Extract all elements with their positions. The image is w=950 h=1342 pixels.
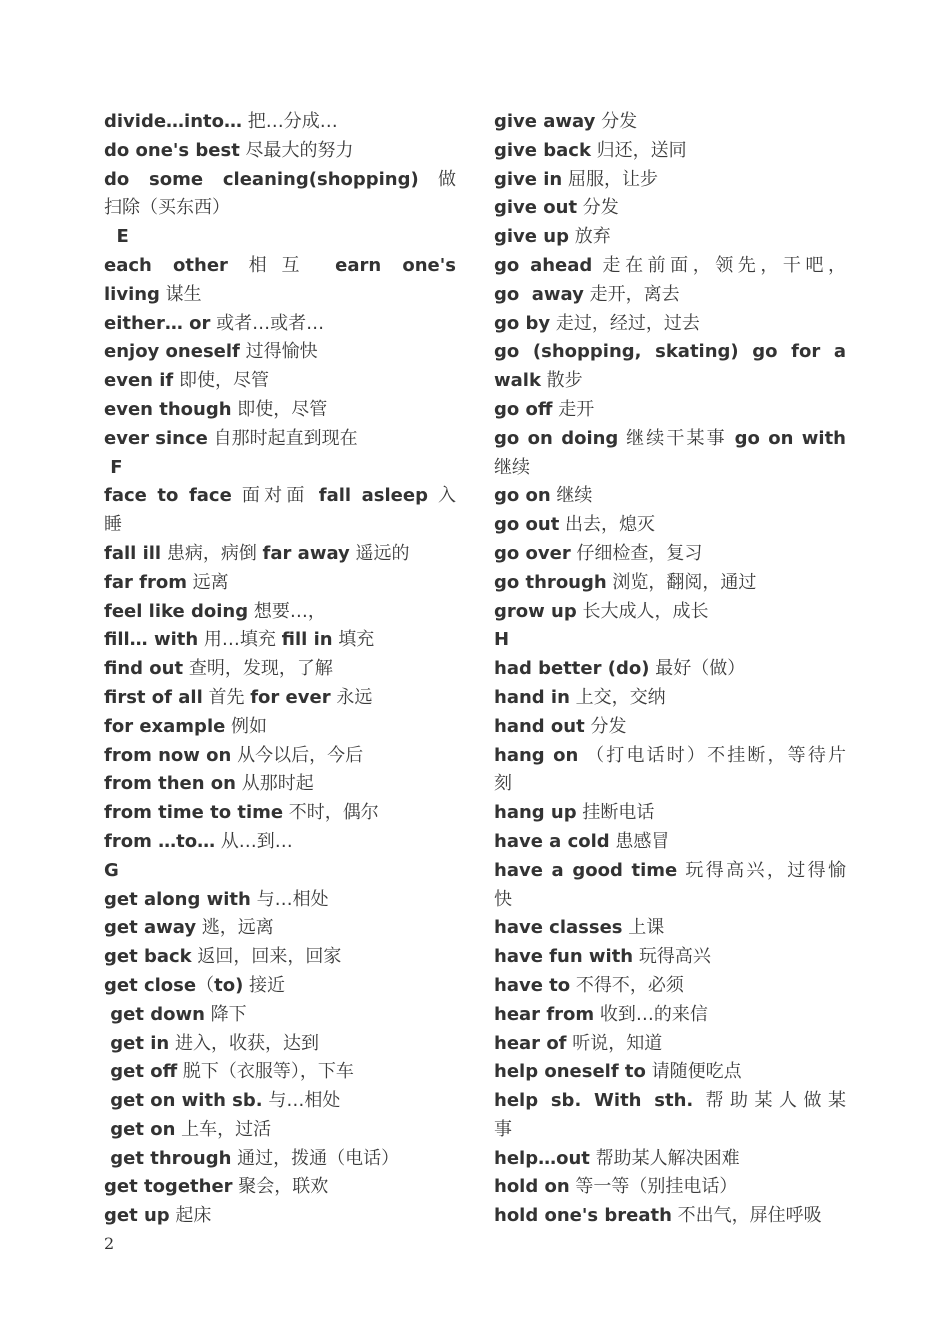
chinese-meaning: 出去，熄灭: [559, 514, 656, 536]
chinese-meaning: 扫除（买东西）: [104, 197, 230, 219]
english-phrase: fall ill: [104, 542, 162, 564]
english-phrase: give in: [494, 168, 563, 190]
phrase-line: [494, 1173, 846, 1202]
english-phrase: hear from: [494, 1003, 595, 1025]
chinese-meaning: 请随便吃点: [645, 1061, 742, 1083]
english-phrase: each other: [104, 254, 228, 276]
english-phrase: divide…into…: [104, 111, 243, 132]
phrase-line: [494, 223, 846, 252]
english-phrase: ever since: [104, 427, 208, 449]
phrase-line: [494, 742, 846, 771]
chinese-meaning: 刻: [494, 773, 512, 795]
chinese-meaning: 查明，发现，了解: [183, 658, 333, 680]
phrase-line: [104, 799, 456, 828]
phrase-line: [494, 367, 846, 396]
phrase-line: [104, 454, 456, 483]
english-phrase: hear of: [494, 1032, 567, 1054]
chinese-meaning: 走过，经过，过去: [550, 312, 700, 334]
english-phrase: have a cold: [494, 830, 610, 852]
chinese-meaning: 继续: [550, 485, 593, 507]
chinese-meaning: 聚会，联欢: [232, 1176, 329, 1198]
chinese-meaning: 做: [418, 168, 456, 190]
english-phrase: walk: [494, 370, 541, 392]
phrase-line: [104, 511, 456, 540]
phrase-line: [494, 338, 846, 367]
chinese-meaning: （打电话时）不挂断，等待片: [578, 744, 846, 766]
phrase-line: [104, 1202, 456, 1231]
phrase-line: [104, 108, 456, 137]
phrase-line: [494, 828, 846, 857]
english-phrase: do one's best: [104, 139, 240, 161]
english-phrase: help…out: [494, 1147, 590, 1169]
english-phrase: hold on: [494, 1176, 570, 1198]
chinese-meaning: 从那时起: [236, 773, 314, 795]
phrase-line: [104, 770, 456, 799]
phrase-line: [494, 684, 846, 713]
english-phrase: from now on: [104, 744, 232, 766]
chinese-meaning: 自那时起直到现在: [207, 427, 358, 449]
chinese-meaning: 收到…的来信: [594, 1003, 708, 1025]
english-phrase: even if: [104, 370, 174, 392]
chinese-meaning: 听说，知道: [566, 1032, 663, 1054]
english-phrase: for ever: [250, 686, 331, 708]
chinese-meaning: 浏览，翻阅，通过: [606, 571, 757, 593]
phrase-line: [494, 799, 846, 828]
english-phrase: earn one's: [335, 254, 456, 276]
phrase-line: [104, 425, 456, 454]
phrase-line: [494, 713, 846, 742]
phrase-line: [494, 396, 846, 425]
chinese-meaning: 远离: [186, 571, 229, 593]
phrase-line: [104, 684, 456, 713]
chinese-meaning: 长大成人，成长: [576, 600, 709, 622]
phrase-line: [104, 166, 456, 195]
chinese-meaning: 患感冒: [609, 830, 670, 852]
english-phrase: from …to…: [104, 830, 216, 852]
english-phrase: get on with sb.: [104, 1090, 263, 1112]
phrase-line: [494, 194, 846, 223]
phrase-line: [104, 1145, 456, 1174]
chinese-meaning: 上交，交纳: [569, 686, 666, 708]
english-phrase: fill in: [281, 629, 333, 651]
chinese-meaning: 首先: [202, 686, 251, 708]
chinese-meaning: 挂断电话: [576, 802, 655, 824]
phrase-line: [104, 626, 456, 655]
english-phrase: get off: [104, 1061, 178, 1083]
english-phrase: give up: [494, 226, 569, 248]
english-phrase: get in: [104, 1032, 170, 1054]
english-phrase: go on: [494, 485, 551, 507]
english-phrase: F: [104, 456, 123, 478]
english-phrase: hang on: [494, 744, 579, 766]
chinese-meaning: 玩得高兴: [633, 946, 711, 968]
chinese-meaning: 遥远的: [349, 542, 410, 564]
phrase-line: [104, 540, 456, 569]
english-phrase: go on with: [734, 427, 846, 449]
phrase-line: [494, 857, 846, 886]
phrase-line: [104, 857, 456, 886]
english-phrase: have fun with: [494, 946, 634, 968]
chinese-meaning: 即使，尽管: [173, 370, 269, 392]
english-phrase: get back: [104, 946, 192, 968]
chinese-meaning: 帮助某人解决困难: [589, 1147, 740, 1169]
english-phrase: go off: [494, 398, 553, 420]
english-phrase: get together: [104, 1176, 233, 1198]
english-phrase: give out: [494, 197, 578, 219]
right-column: [494, 108, 846, 1231]
english-phrase: help oneself to: [494, 1061, 646, 1083]
phrase-line: [494, 137, 846, 166]
chinese-meaning: 尽最大的努力: [239, 139, 354, 161]
english-phrase: have classes: [494, 917, 623, 939]
english-phrase: go over: [494, 542, 571, 564]
chinese-meaning: 玩得高兴，过得愉: [677, 859, 846, 881]
phrase-line: [104, 943, 456, 972]
page-number: 2: [104, 1234, 115, 1253]
english-phrase: go away: [494, 283, 584, 305]
phrase-line: [104, 310, 456, 339]
chinese-meaning: 即使，尽管: [231, 398, 328, 420]
chinese-meaning: 例如: [225, 715, 268, 737]
chinese-meaning: 分发: [584, 715, 627, 737]
phrase-line: [494, 511, 846, 540]
phrase-line: [494, 1030, 846, 1059]
phrase-line: [104, 914, 456, 943]
chinese-meaning: 起床: [169, 1205, 212, 1227]
phrase-line: [494, 1087, 846, 1116]
phrase-line: [104, 1001, 456, 1030]
chinese-meaning: 归还，送同: [590, 139, 687, 161]
chinese-meaning: 不出气，屏住呼吸: [671, 1205, 822, 1227]
phrase-line: [494, 598, 846, 627]
chinese-meaning: 或者…或者…: [210, 312, 325, 334]
phrase-line: [104, 1058, 456, 1087]
chinese-meaning: 不时，偶尔: [283, 802, 379, 824]
phrase-line: [494, 770, 846, 799]
english-phrase: to): [214, 974, 244, 996]
english-phrase: get close: [104, 974, 197, 996]
phrase-line: [104, 137, 456, 166]
chinese-meaning: 谋生: [159, 283, 202, 305]
chinese-meaning: 分发: [595, 111, 638, 132]
chinese-meaning: 快: [494, 888, 512, 910]
phrase-line: [104, 828, 456, 857]
chinese-meaning: 继续: [494, 456, 530, 478]
english-phrase: go (shopping, skating) go for a: [494, 341, 846, 363]
phrase-line: [104, 338, 456, 367]
chinese-meaning: 降下: [204, 1003, 247, 1025]
phrase-line: [104, 367, 456, 396]
phrase-line: [104, 223, 456, 252]
english-phrase: get along with: [104, 888, 251, 910]
english-phrase: hand out: [494, 715, 585, 737]
english-phrase: far away: [262, 542, 350, 564]
phrase-line: [494, 281, 846, 310]
phrase-line: [104, 281, 456, 310]
chinese-meaning: 散步: [540, 370, 583, 392]
phrase-line: [104, 742, 456, 771]
chinese-meaning: 走开，离去: [583, 283, 680, 305]
english-phrase: have a good time: [494, 859, 678, 881]
chinese-meaning: 仔细检查，复习: [570, 542, 703, 564]
english-phrase: help sb. With sth.: [494, 1090, 694, 1112]
chinese-meaning: 继续干某事: [618, 427, 735, 449]
chinese-meaning: 等一等（别挂电话）: [569, 1176, 738, 1198]
chinese-meaning: 用…填充: [198, 629, 282, 651]
chinese-meaning: 脱下（衣服等），下车: [177, 1061, 354, 1083]
phrase-line: [494, 540, 846, 569]
phrase-line: [494, 252, 846, 281]
chinese-meaning: （: [196, 974, 215, 996]
phrase-line: [494, 108, 846, 137]
english-phrase: give back: [494, 139, 591, 161]
chinese-meaning: 进入，收获，达到: [169, 1032, 319, 1054]
english-phrase: face to face: [104, 485, 232, 507]
english-phrase: hand in: [494, 686, 570, 708]
chinese-meaning: 过得愉快: [239, 341, 318, 363]
phrase-line: [494, 425, 846, 454]
phrase-line: [494, 1116, 846, 1145]
chinese-meaning: 逃，远离: [196, 917, 274, 939]
english-phrase: E: [104, 226, 129, 248]
phrase-line: [494, 1001, 846, 1030]
chinese-meaning: 放弃: [568, 226, 611, 248]
english-phrase: G: [104, 859, 119, 881]
phrase-line: [104, 1173, 456, 1202]
chinese-meaning: 上课: [622, 917, 665, 939]
phrase-line: [494, 1145, 846, 1174]
english-phrase: enjoy oneself: [104, 341, 240, 363]
chinese-meaning: 不得不，必须: [570, 974, 684, 996]
english-phrase: H: [494, 629, 510, 651]
chinese-meaning: 事: [494, 1118, 512, 1140]
english-phrase: go ahead: [494, 254, 593, 276]
english-phrase: go through: [494, 571, 607, 593]
phrase-line: [104, 972, 456, 1001]
phrase-line: [104, 396, 456, 425]
phrase-line: [494, 886, 846, 915]
english-phrase: even though: [104, 398, 232, 420]
chinese-meaning: 把…分成…: [242, 111, 338, 132]
english-phrase: from then on: [104, 773, 236, 795]
english-phrase: either… or: [104, 312, 211, 334]
english-phrase: from time to time: [104, 802, 284, 824]
phrase-line: [104, 252, 456, 281]
english-phrase: first of all: [104, 686, 203, 708]
phrase-line: [104, 598, 456, 627]
chinese-meaning: 填充: [332, 629, 375, 651]
english-phrase: grow up: [494, 600, 577, 622]
english-phrase: give away: [494, 111, 596, 132]
phrase-line: [494, 482, 846, 511]
chinese-meaning: 睡: [104, 514, 122, 536]
english-phrase: fill… with: [104, 629, 199, 651]
english-phrase: get away: [104, 917, 197, 939]
phrase-line: [104, 569, 456, 598]
english-phrase: do some cleaning(shopping): [104, 168, 419, 190]
phrase-line: [494, 943, 846, 972]
english-phrase: get up: [104, 1205, 170, 1227]
phrase-line: [104, 482, 456, 511]
chinese-meaning: 上车，过活: [175, 1118, 272, 1140]
chinese-meaning: 永远: [330, 686, 373, 708]
phrase-line: [494, 972, 846, 1001]
english-phrase: hang up: [494, 802, 577, 824]
chinese-meaning: 与…相处: [250, 888, 329, 910]
phrase-line: [104, 655, 456, 684]
chinese-meaning: 入: [427, 485, 456, 507]
english-phrase: find out: [104, 658, 184, 680]
english-phrase: get on: [104, 1118, 176, 1140]
phrase-line: [104, 1030, 456, 1059]
chinese-meaning: 接近: [243, 974, 286, 996]
phrase-line: [494, 655, 846, 684]
phrase-line: [104, 713, 456, 742]
phrase-line: [104, 194, 456, 223]
chinese-meaning: 走开: [552, 398, 595, 420]
phrase-line: [494, 569, 846, 598]
chinese-meaning: 从今以后，今后: [231, 744, 364, 766]
phrase-line: [494, 1058, 846, 1087]
phrase-line: [494, 914, 846, 943]
phrase-line: [494, 310, 846, 339]
chinese-meaning: 帮助某人做某: [693, 1090, 846, 1112]
chinese-meaning: 分发: [577, 197, 619, 219]
chinese-meaning: 返回，回来，回家: [191, 946, 342, 968]
chinese-meaning: 走在前面，领先，干吧，: [592, 254, 846, 276]
phrase-line: [104, 1087, 456, 1116]
chinese-meaning: 与…相处: [262, 1090, 341, 1112]
english-phrase: go on doing: [494, 427, 619, 449]
left-column: [104, 108, 456, 1231]
english-phrase: feel like doing: [104, 600, 249, 622]
chinese-meaning: 患病，病倒: [161, 542, 263, 564]
english-phrase: have to: [494, 974, 571, 996]
english-phrase: for example: [104, 715, 226, 737]
english-phrase: hold one's breath: [494, 1205, 672, 1227]
english-phrase: had better (do): [494, 658, 650, 680]
chinese-meaning: 最好（做）: [649, 658, 746, 680]
chinese-meaning: 从…到…: [215, 830, 293, 852]
chinese-meaning: 屈服，让步: [562, 168, 658, 190]
chinese-meaning: 面对面: [231, 485, 319, 507]
phrase-line: [494, 626, 846, 655]
english-phrase: get through: [104, 1147, 232, 1169]
phrase-line: [104, 886, 456, 915]
phrase-line: [494, 1202, 846, 1231]
chinese-meaning: 相互: [227, 254, 336, 276]
chinese-meaning: 想要…，: [248, 600, 326, 622]
english-phrase: living: [104, 283, 160, 305]
phrase-line: [494, 166, 846, 195]
chinese-meaning: 通过，拨通（电话）: [231, 1147, 400, 1169]
english-phrase: fall asleep: [318, 485, 428, 507]
english-phrase: get down: [104, 1003, 205, 1025]
english-phrase: far from: [104, 571, 187, 593]
phrase-line: [494, 454, 846, 483]
english-phrase: go by: [494, 312, 551, 334]
phrase-line: [104, 1116, 456, 1145]
english-phrase: go out: [494, 514, 560, 536]
